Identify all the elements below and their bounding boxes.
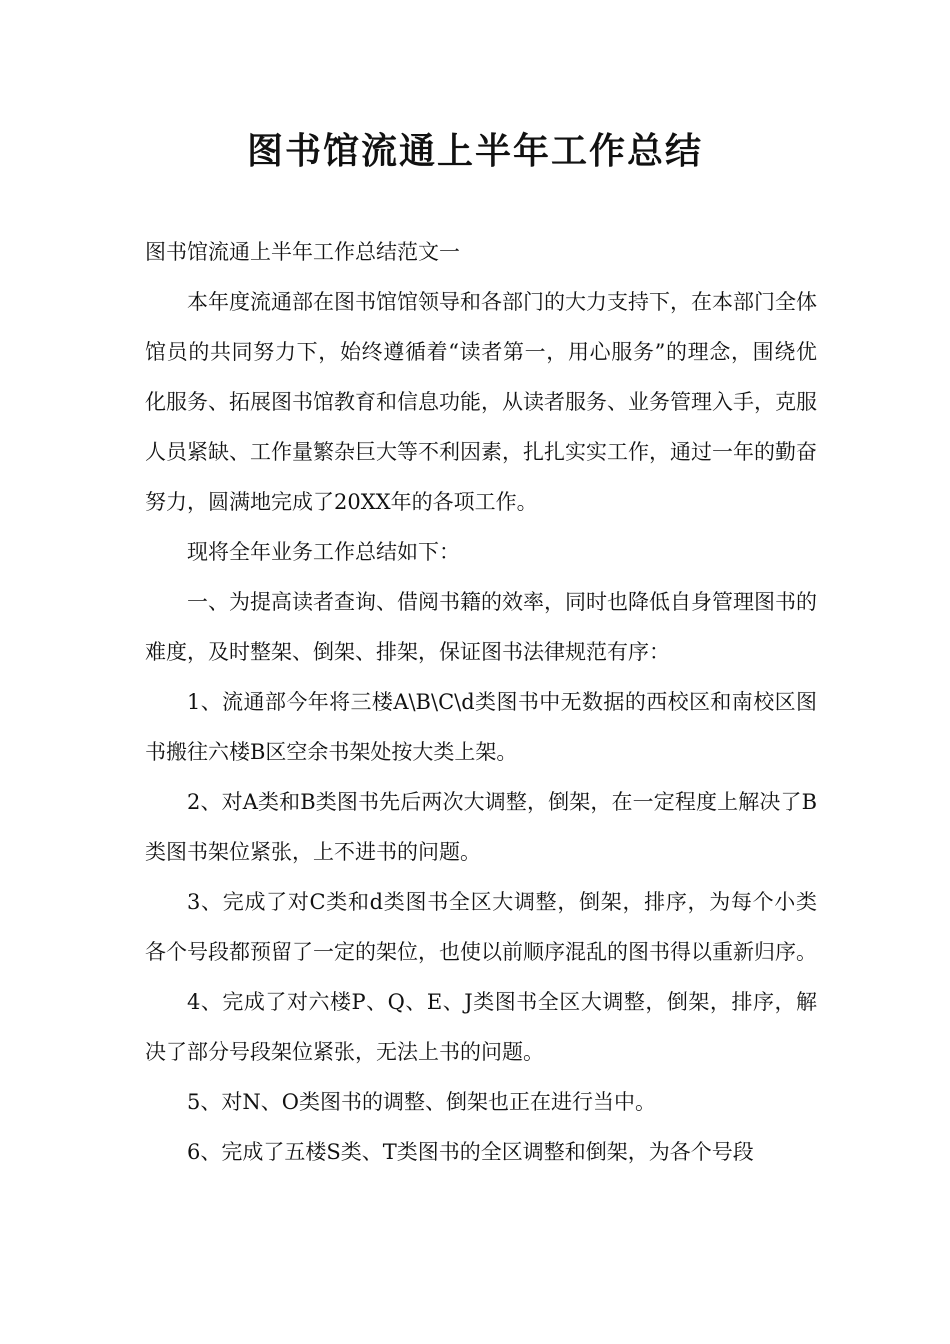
paragraph-item-1: 1、流通部今年将三楼A\B\C\d类图书中无数据的西校区和南校区图书搬往六楼B区空余书架处按大类上架。 — [145, 690, 817, 764]
paragraph-summary-lead: 现将全年业务工作总结如下： — [187, 540, 460, 564]
paragraph-item-4: 4、完成了对六楼P、Q、E、J类图书全区大调整，倒架，排序，解决了部分号段架位紧张，无法上书的问题。 — [145, 990, 817, 1064]
document-body — [145, 227, 817, 1177]
paragraph-item-6: 6、完成了五楼S类、T类图书的全区调整和倒架，为各个号段 — [187, 1140, 754, 1164]
paragraph-item-5: 5、对N、O类图书的调整、倒架也正在进行当中。 — [187, 1090, 656, 1114]
paragraph-item-2: 2、对A类和B类图书先后两次大调整，倒架，在一定程度上解决了B类图书架位紧张，上不进书的问题。 — [145, 790, 817, 864]
paragraph-intro: 本年度流通部在图书馆馆领导和各部门的大力支持下，在本部门全体馆员的共同努力下，始终遵循着“读者第一，用心服务”的理念，围绕优化服务、拓展图书馆教育和信息功能，从读者服务、业务管理入手，克服人员紧缺、工作量繁杂巨大等不利因素，扎扎实实工作，通过一年的勤奋努力，圆满地完成了20XX年的各项工作。 — [145, 290, 817, 514]
paragraph-section-one: 一、为提高读者查询、借阅书籍的效率，同时也降低自身管理图书的难度，及时整架、倒架、排架，保证图书法律规范有序： — [145, 590, 817, 664]
document-subtitle: 图书馆流通上半年工作总结范文一 — [145, 240, 460, 264]
document-title: 图书馆流通上半年工作总结 — [246, 131, 703, 172]
paragraph-item-3: 3、完成了对C类和d类图书全区大调整，倒架，排序，为每个小类各个号段都预留了一定的架位，也使以前顺序混乱的图书得以重新归序。 — [145, 890, 817, 964]
